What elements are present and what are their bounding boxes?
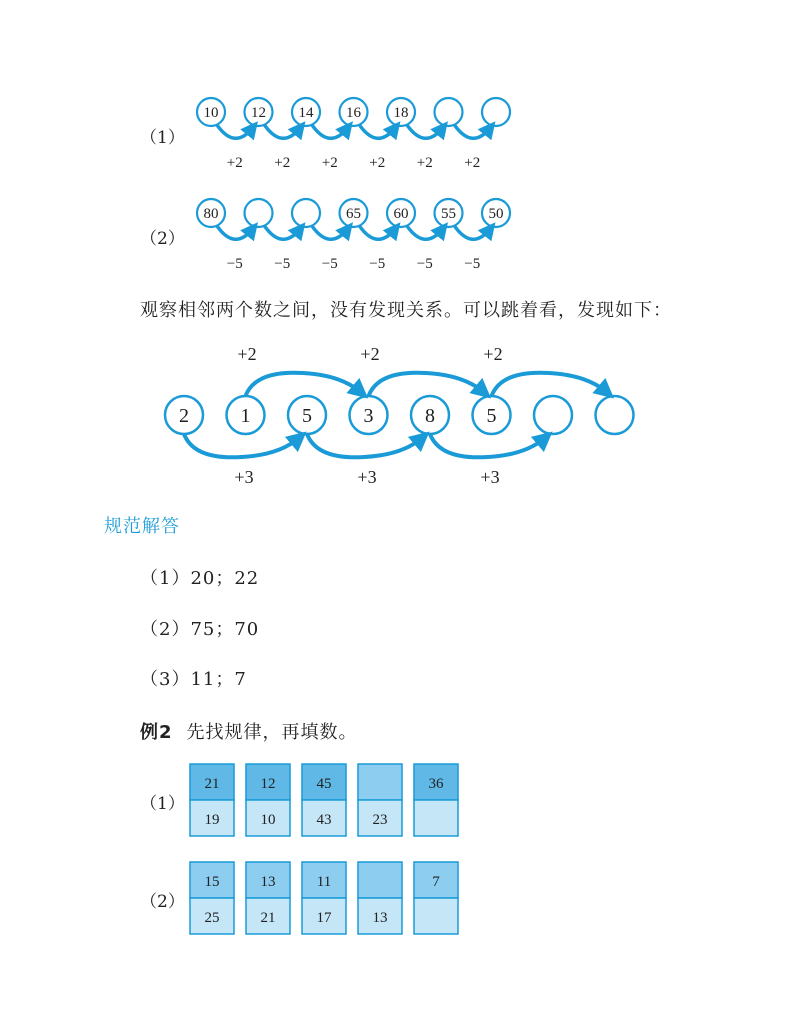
seq2-arrow — [265, 226, 301, 239]
seq1-op-label: +2 — [274, 155, 291, 171]
seq3-circle-value: 2 — [179, 405, 189, 427]
seq2-arrow — [312, 226, 348, 239]
seq3-bottom-op-label: +3 — [357, 467, 377, 487]
table1-top-cell — [358, 764, 402, 800]
seq1-arrow — [455, 125, 491, 138]
table1-bottom-value: 23 — [372, 812, 388, 828]
seq1-circle — [482, 98, 510, 126]
seq3-circle-value: 5 — [302, 405, 312, 427]
seq3-bottom-op-label: +3 — [234, 467, 254, 487]
seq3-circle — [596, 396, 634, 434]
table2-top-value: 15 — [204, 874, 220, 890]
seq1-op-label: +2 — [416, 155, 433, 171]
table2-top-value: 7 — [432, 874, 440, 890]
seq3-circle-value: 1 — [240, 405, 251, 427]
seq1-label: （1） — [140, 128, 185, 148]
seq3-circle-value: 3 — [363, 405, 374, 427]
table1-bottom-cell — [414, 800, 458, 836]
seq3-bottom-arrow — [184, 434, 299, 457]
table2-bottom-value: 25 — [204, 910, 220, 926]
seq2-circle-value: 65 — [346, 206, 361, 222]
seq3-top-arrow — [246, 373, 361, 396]
seq1-arrow — [217, 125, 253, 138]
seq3-top-op-label: +2 — [237, 344, 257, 364]
seq3-bottom-op-label: +3 — [480, 467, 500, 487]
seq1-circle-value: 16 — [346, 105, 361, 121]
seq2-arrow — [217, 226, 253, 239]
observation-text: 观察相邻两个数之间，没有发现关系。可以跳着看，发现如下： — [140, 300, 672, 321]
seq1-op-label: +2 — [226, 155, 243, 171]
seq3-diagram — [0, 340, 800, 490]
seq1-circle-value: 12 — [251, 105, 266, 121]
example2-heading — [140, 718, 358, 744]
seq2-circle-value: 50 — [488, 206, 504, 222]
table1-top-value: 36 — [428, 776, 444, 792]
table1-top-value: 45 — [316, 776, 332, 792]
seq1-circle — [435, 98, 463, 126]
table2-bottom-cell — [414, 898, 458, 934]
table2-bottom-value: 21 — [260, 910, 276, 926]
seq1-arrow — [360, 125, 396, 138]
seq1-op-label: +2 — [321, 155, 338, 171]
answer-2: （2）75；70 — [140, 619, 260, 640]
table1-label: （1） — [140, 794, 185, 814]
table2-label: （2） — [140, 892, 185, 912]
seq3-bottom-arrow — [430, 434, 545, 457]
seq3-circle-value: 5 — [486, 405, 497, 427]
answer-heading: 规范解答 — [104, 516, 180, 537]
seq3-top-op-label: +2 — [483, 344, 503, 364]
seq2-arrow — [407, 226, 443, 239]
table2-top-value: 13 — [260, 874, 276, 890]
answer-1: （1）20；22 — [140, 568, 260, 589]
seq1-arrow — [407, 125, 443, 138]
seq2-op-label: −5 — [369, 256, 386, 270]
table1-top-value: 12 — [260, 776, 276, 792]
seq3-circle — [534, 396, 572, 434]
seq1-op-label: +2 — [464, 155, 481, 171]
seq1-circle-value: 10 — [203, 105, 219, 121]
seq1-arrow — [312, 125, 348, 138]
seq2-op-label: −5 — [416, 256, 433, 270]
seq2-arrow — [360, 226, 396, 239]
seq1-circle-value: 18 — [393, 105, 409, 121]
seq2-circle-value: 80 — [203, 206, 219, 222]
table2-bottom-value: 13 — [372, 910, 388, 926]
seq2-circle-value: 55 — [441, 206, 456, 222]
table1-bottom-value: 19 — [204, 812, 220, 828]
seq2-arrow — [455, 226, 491, 239]
tables-diagram — [0, 755, 800, 945]
table2-top-cell — [358, 862, 402, 898]
seq2-op-label: −5 — [464, 256, 481, 270]
seq3-top-arrow — [492, 373, 607, 396]
seq1-diagram — [0, 90, 800, 270]
table1-bottom-value: 43 — [316, 812, 332, 828]
seq3-top-op-label: +2 — [360, 344, 380, 364]
seq2-op-label: −5 — [274, 256, 291, 270]
seq1-op-label: +2 — [369, 155, 386, 171]
seq3-circle-value: 8 — [425, 405, 435, 427]
answer-3: （3）11；7 — [140, 669, 247, 690]
seq1-arrow — [265, 125, 301, 138]
seq3-top-arrow — [369, 373, 484, 396]
table2-bottom-value: 17 — [316, 910, 332, 926]
seq2-op-label: −5 — [321, 256, 338, 270]
seq1-circle-value: 14 — [298, 105, 314, 121]
table1-bottom-value: 10 — [260, 812, 276, 828]
seq3-bottom-arrow — [307, 434, 422, 457]
example2-tag: 例2 — [140, 722, 173, 743]
seq2-circle — [292, 199, 320, 227]
example2-text: 先找规律，再填数。 — [186, 722, 358, 743]
table2-top-value: 11 — [316, 874, 332, 890]
table1-top-value: 21 — [204, 776, 220, 792]
seq2-op-label: −5 — [226, 256, 243, 270]
seq2-label: （2） — [140, 229, 185, 249]
seq2-circle-value: 60 — [393, 206, 409, 222]
seq2-circle — [245, 199, 273, 227]
